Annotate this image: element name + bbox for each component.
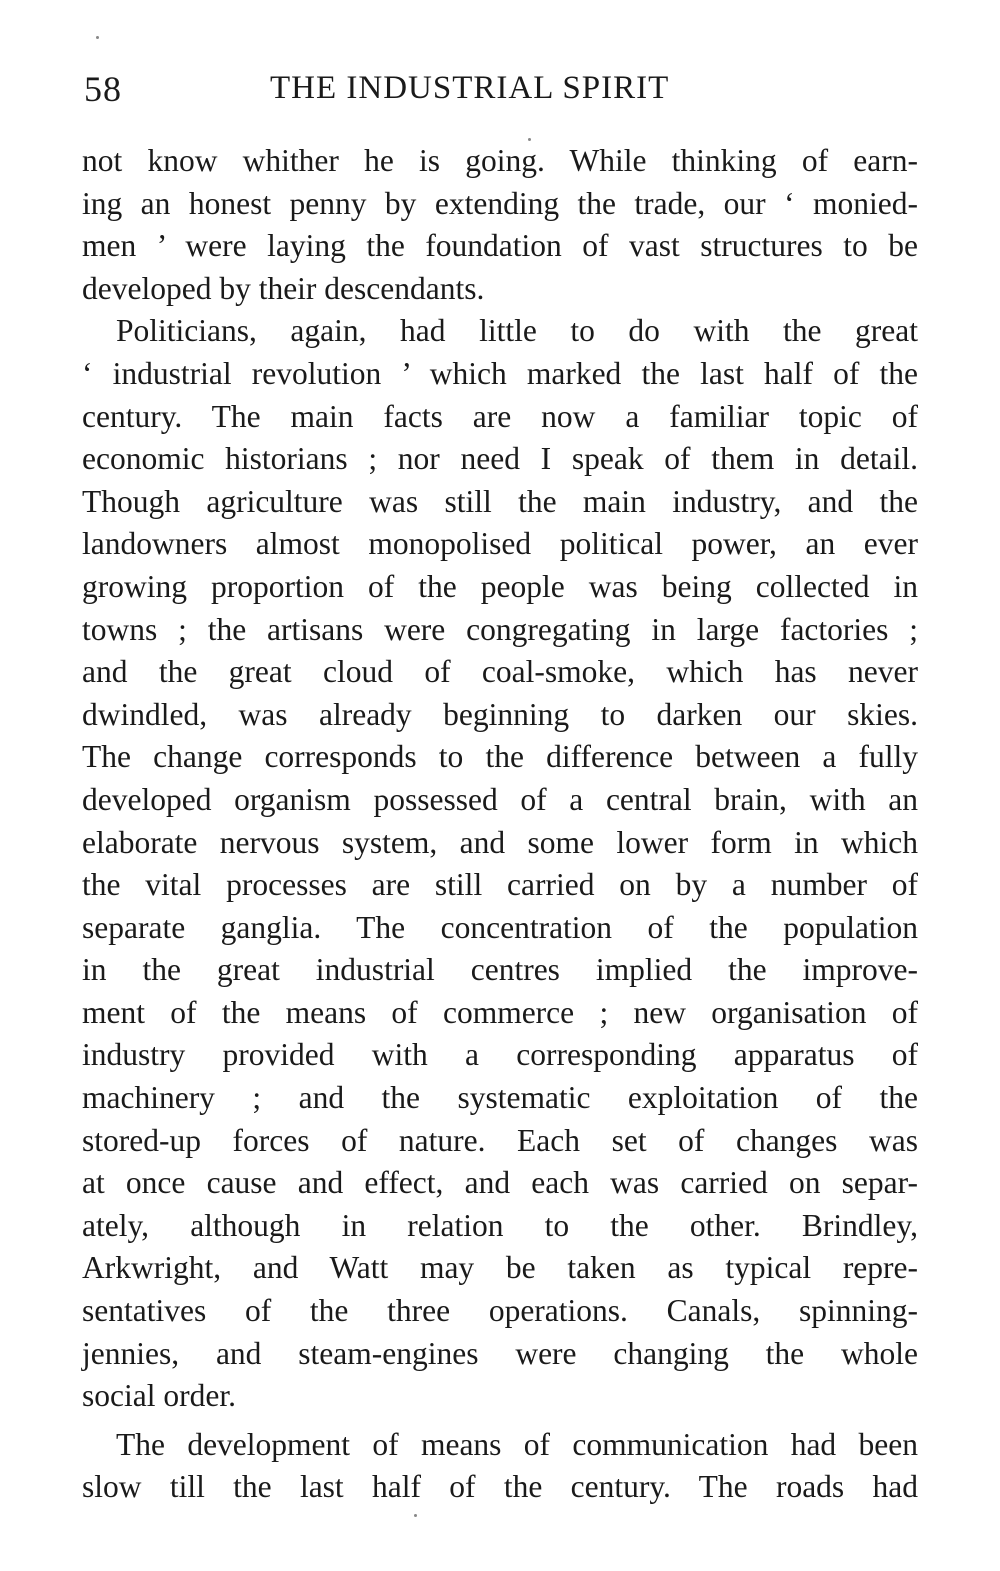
text-line: economic historians ; nor need I speak of them in detail. bbox=[82, 441, 918, 477]
scan-speck bbox=[414, 1514, 417, 1517]
text-line: in the great industrial centres implied the improve- bbox=[82, 952, 918, 988]
text-line: men ’ were laying the foundation of vast structures to be bbox=[82, 228, 918, 264]
paragraph-1 bbox=[82, 140, 918, 310]
paragraph-3 bbox=[82, 1424, 918, 1509]
text-line: social order. bbox=[82, 1378, 236, 1414]
text-line: landowners almost monopolised political power, an ever bbox=[82, 526, 918, 562]
text-line: at once cause and effect, and each was carried on separ- bbox=[82, 1165, 918, 1201]
text-line: machinery ; and the systematic exploitation of the bbox=[82, 1080, 918, 1116]
text-line: the vital processes are still carried on by a number of bbox=[82, 867, 918, 903]
page-number: 58 bbox=[84, 69, 122, 109]
text-line: towns ; the artisans were congregating in large factories ; bbox=[82, 611, 918, 647]
text-line: elaborate nervous system, and some lower form in which bbox=[82, 824, 918, 860]
page-header bbox=[84, 64, 924, 116]
text-line: The change corresponds to the difference between a fully bbox=[82, 739, 918, 775]
text-line: not know whither he is going. While thinking of earn- bbox=[82, 143, 918, 178]
scan-speck bbox=[528, 138, 531, 141]
text-line: Though agriculture was still the main industry, and the bbox=[82, 483, 918, 519]
text-line: jennies, and steam-engines were changing the whole bbox=[82, 1335, 918, 1371]
running-title: THE INDUSTRIAL SPIRIT bbox=[270, 70, 670, 106]
scan-speck bbox=[96, 36, 99, 39]
text-line: growing proportion of the people was being collected in bbox=[82, 568, 918, 604]
text-line: dwindled, was already beginning to darken our skies. bbox=[82, 696, 918, 732]
text-line: developed organism possessed of a central brain, with an bbox=[82, 781, 918, 817]
text-line: Politicians, again, had little to do with the great bbox=[116, 313, 918, 349]
text-line: separate ganglia. The concentration of the population bbox=[82, 909, 918, 945]
text-line: and the great cloud of coal-smoke, which has never bbox=[82, 654, 918, 690]
text-line: ately, although in relation to the other. Brindley, bbox=[82, 1207, 918, 1243]
text-line: developed by their descendants. bbox=[82, 270, 485, 306]
text-line: ‘ industrial revolution ’ which marked the last half of the bbox=[82, 355, 918, 391]
paragraph-2 bbox=[82, 310, 918, 1417]
text-line: ing an honest penny by extending the trade, our ‘ monied- bbox=[82, 185, 918, 221]
body-text bbox=[82, 140, 918, 1509]
text-line: stored-up forces of nature. Each set of changes was bbox=[82, 1122, 918, 1158]
text-line: Arkwright, and Watt may be taken as typical repre- bbox=[82, 1250, 918, 1286]
text-line: century. The main facts are now a familiar topic of bbox=[82, 398, 918, 434]
text-line: ment of the means of commerce ; new organisation of bbox=[82, 994, 918, 1030]
text-line: The development of means of communication had been bbox=[116, 1426, 918, 1462]
text-line: sentatives of the three operations. Canals, spinning- bbox=[82, 1293, 918, 1329]
text-line: industry provided with a corresponding apparatus of bbox=[82, 1037, 918, 1073]
text-line: slow till the last half of the century. The roads had bbox=[82, 1469, 918, 1505]
